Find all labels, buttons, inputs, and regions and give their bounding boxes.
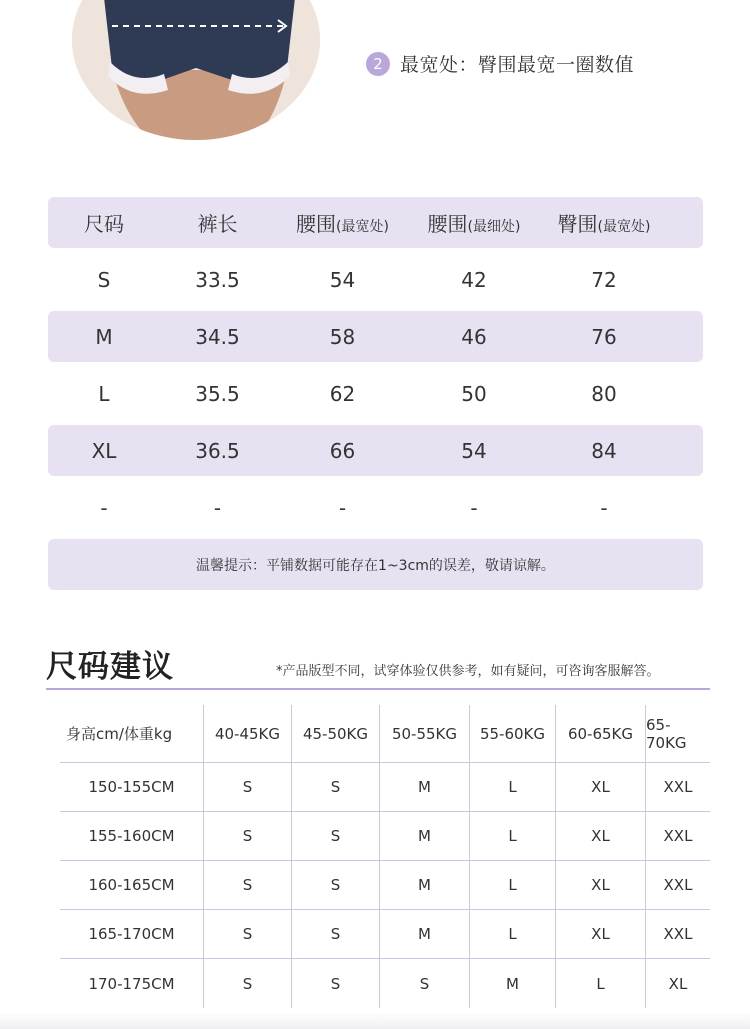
table-cell: - [338,495,347,520]
table-cell: - [100,495,108,520]
header-cell: 尺码 [84,212,124,236]
table-cell: M [379,861,469,909]
table-cell: 170-175CM [88,974,175,993]
table-cell: L [555,959,645,1008]
table-cell: S [291,861,379,909]
table-row [48,254,703,305]
table-cell: S [291,910,379,958]
table-cell: L [98,381,110,406]
table-cell: S [203,910,291,958]
table-cell: L [469,910,555,958]
table-cell: 150-155CM [88,778,175,796]
table-cell: S [203,763,291,811]
recommendation-header-row [60,705,710,763]
table-cell: 33.5 [195,267,240,292]
table-cell: XL [645,959,710,1008]
table-cell: XL [555,910,645,958]
table-cell: M [379,910,469,958]
header-cell: 40-45KG [203,705,291,762]
header-cell: 60-65KG [555,705,645,762]
table-cell: M [469,959,555,1008]
size-chart-table [48,197,703,539]
header-cell: 身高cm/体重kg [66,725,173,743]
table-cell: M [379,812,469,860]
table-cell: 66 [329,438,356,463]
table-cell: L [469,861,555,909]
table-cell: - [600,495,608,520]
shorts-illustration [72,0,320,140]
table-cell: 35.5 [195,381,240,406]
header-cell: 腰围(最细处) [427,212,521,236]
table-row [48,425,703,476]
header-cell: 55-60KG [469,705,555,762]
measurement-tip: 温馨提示：平铺数据可能存在1~3cm的误差，敬请谅解。 [48,539,703,590]
table-row [60,959,710,1008]
table-cell: S [291,763,379,811]
callout-number-badge: 2 [366,52,390,76]
table-cell: 72 [591,267,617,292]
table-cell: 76 [591,324,617,349]
bottom-fade [0,1012,750,1029]
product-photo [72,0,320,140]
table-row [48,311,703,362]
table-cell: XL [555,861,645,909]
size-recommendation-table [60,705,710,1008]
table-row [60,910,710,959]
section-title: 尺码建议 [46,649,174,685]
measure-callout [366,50,634,77]
section-note: *产品版型不同，试穿体验仅供参考，如有疑问，可咨询客服解答。 [276,664,660,679]
table-cell: 58 [329,324,356,349]
header-cell: 65-70KG [645,705,710,762]
table-cell: XXL [645,861,710,909]
table-cell: L [469,812,555,860]
table-cell: 160-165CM [88,876,175,894]
table-cell: 165-170CM [88,925,175,943]
table-cell: 155-160CM [88,827,175,845]
table-cell: 54 [329,267,356,292]
table-cell: M [95,324,113,349]
table-cell: XXL [645,910,710,958]
table-cell: 42 [461,267,487,292]
table-cell: - [213,495,222,520]
section-divider [46,688,710,690]
table-cell: M [379,763,469,811]
table-cell: S [97,267,111,292]
table-cell: 54 [461,438,487,463]
table-cell: L [469,763,555,811]
header-cell: 50-55KG [379,705,469,762]
table-cell: 46 [461,324,487,349]
table-cell: XL [555,812,645,860]
header-cell: 裤长 [197,212,238,236]
header-cell: 45-50KG [291,705,379,762]
table-cell: 80 [591,381,617,406]
table-cell: 34.5 [195,324,240,349]
table-cell: S [203,812,291,860]
table-cell: XL [555,763,645,811]
table-row [60,763,710,812]
table-cell: S [203,861,291,909]
table-cell: 84 [591,438,617,463]
table-cell: 36.5 [195,438,240,463]
table-cell: S [291,959,379,1008]
table-row [48,368,703,419]
table-cell: 62 [329,381,356,406]
table-cell: - [470,495,478,520]
table-cell: 50 [461,381,487,406]
table-cell: XXL [645,812,710,860]
table-row [60,861,710,910]
table-cell: XL [91,438,117,463]
table-row [60,812,710,861]
table-cell: S [291,812,379,860]
header-cell: 腰围(最宽处) [296,212,389,236]
callout-text: 最宽处：臀围最宽一圈数值 [400,54,635,76]
table-cell: S [203,959,291,1008]
table-cell: S [379,959,469,1008]
header-cell: 臀围(最宽处) [557,212,651,236]
table-cell: XXL [645,763,710,811]
size-chart-header-row [48,197,703,248]
table-row [48,482,703,533]
